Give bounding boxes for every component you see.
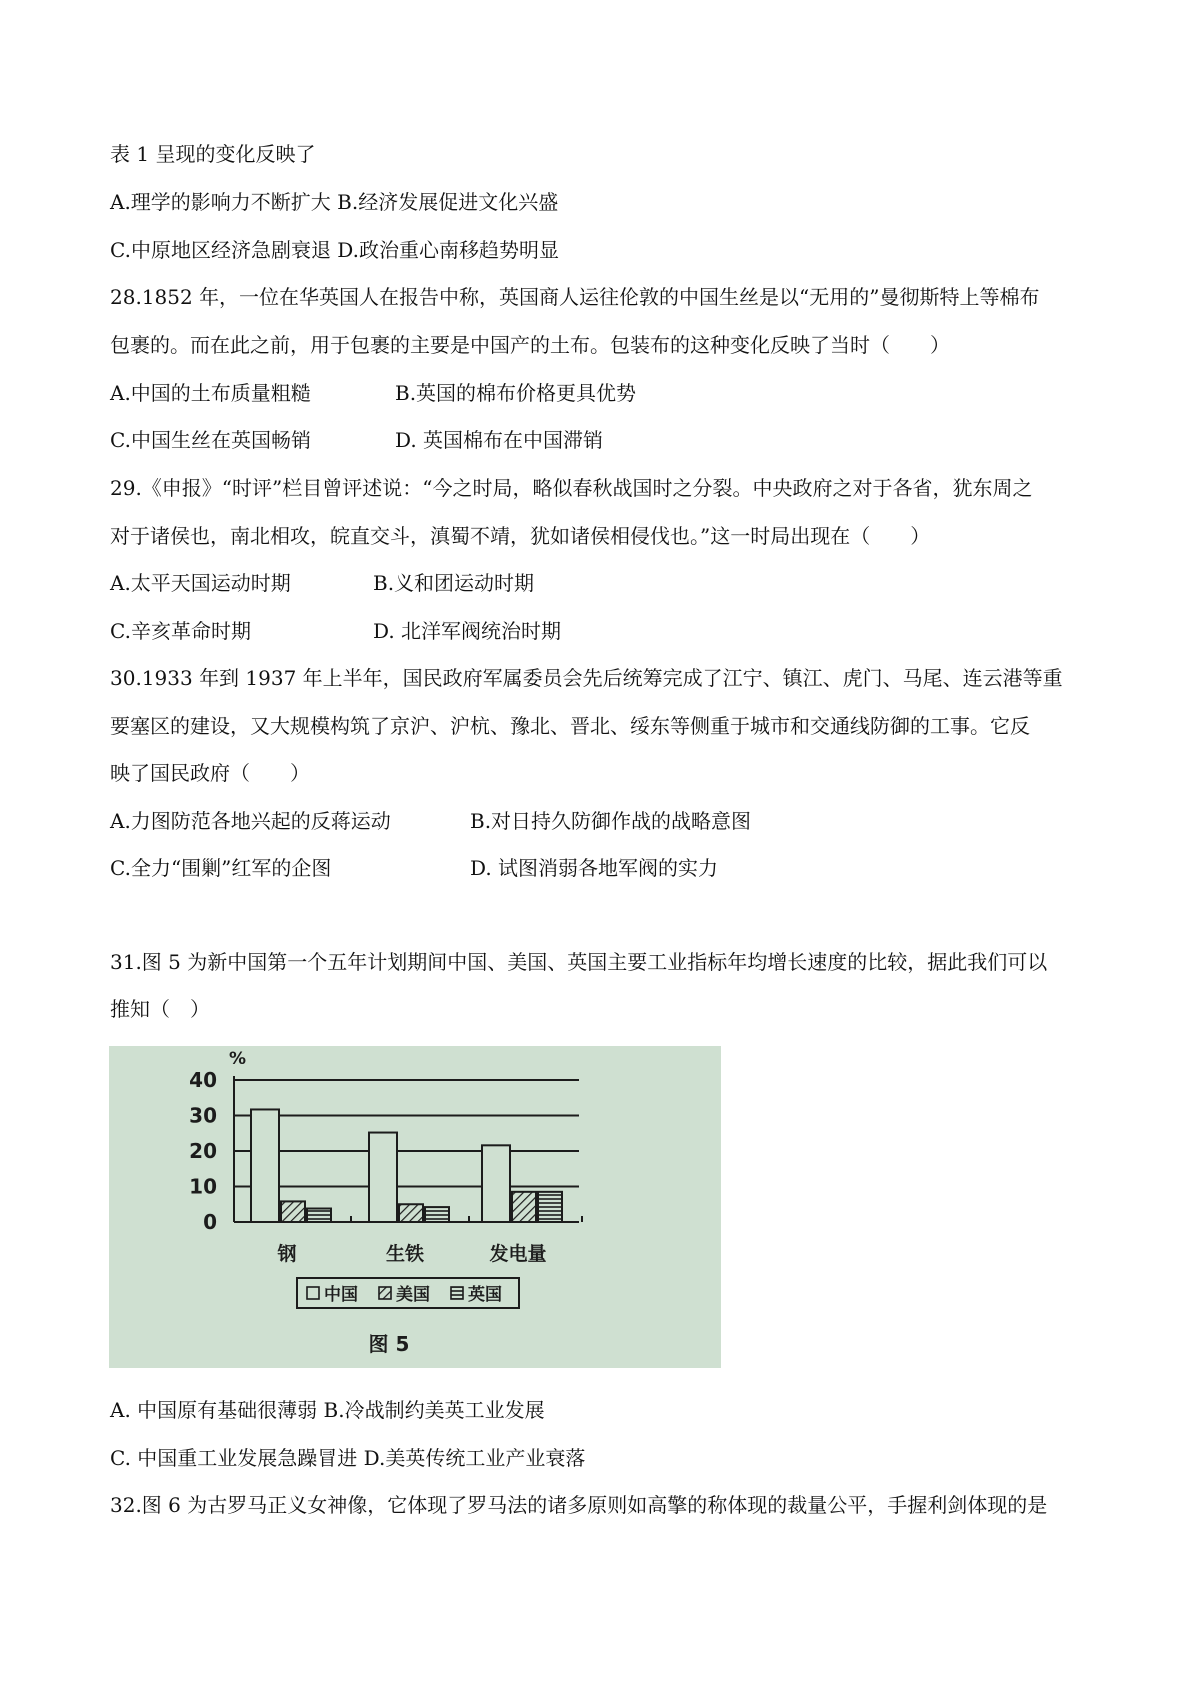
y-tick-label: 40 bbox=[189, 1068, 217, 1092]
x-category-label: 生铁 bbox=[385, 1243, 425, 1265]
q29-option-b: B.义和团运动时期 bbox=[373, 571, 535, 595]
q29-option-d: D. 北洋军阀统治时期 bbox=[373, 619, 562, 643]
q27-stem: 表 1 呈现的变化反映了 bbox=[110, 142, 316, 166]
bar-usa bbox=[281, 1201, 305, 1222]
bar-china bbox=[369, 1133, 397, 1222]
q30-option-d: D. 试图消弱各地军阀的实力 bbox=[470, 856, 719, 880]
legend-swatch bbox=[451, 1287, 463, 1299]
q30-stem-line1: 30.1933 年到 1937 年上半年，国民政府军属委员会先后统筹完成了江宁、镇江、虎门、马尾、连云港等重 bbox=[110, 666, 1063, 690]
q29-stem-line2: 对于诸侯也，南北相攻，皖直交斗，滇蜀不靖，犹如诸侯相侵伐也。”这一时局出现在（ ） bbox=[110, 524, 931, 548]
legend-label: 中国 bbox=[324, 1285, 358, 1305]
q31-stem-line1: 31.图 5 为新中国第一个五年计划期间中国、美国、英国主要工业指标年均增长速度的比较，据此我们可以 bbox=[110, 950, 1048, 974]
q31-options-cd: C. 中国重工业发展急躁冒进 D.美英传统工业产业衰落 bbox=[110, 1446, 586, 1470]
y-tick-label: 0 bbox=[203, 1210, 217, 1234]
q30-stem-line2: 要塞区的建设，又大规模构筑了京沪、沪杭、豫北、晋北、绥东等侧重于城市和交通线防御的工事。它反 bbox=[110, 714, 1030, 738]
bar-uk bbox=[307, 1209, 331, 1222]
q27-options-cd: C.中原地区经济急剧衰退 D.政治重心南移趋势明显 bbox=[110, 238, 559, 262]
q29-option-a: A.太平天国运动时期 bbox=[110, 571, 291, 595]
q30-option-b: B.对日持久防御作战的战略意图 bbox=[470, 809, 752, 833]
q30-option-c: C.全力“围剿”红军的企图 bbox=[110, 856, 332, 880]
q31-stem-line2: 推知（ ） bbox=[110, 997, 210, 1021]
q28-option-c: C.中国生丝在英国畅销 bbox=[110, 428, 311, 452]
figure-caption: 图 5 bbox=[368, 1332, 410, 1356]
q28-stem-line1: 28.1852 年，一位在华英国人在报告中称，英国商人运往伦敦的中国生丝是以“无用的”曼彻斯特上等棉布 bbox=[110, 285, 1040, 309]
chart-svg bbox=[109, 1046, 721, 1368]
figure-5-bar-chart bbox=[109, 1046, 721, 1368]
x-category-label: 钢 bbox=[277, 1243, 297, 1265]
legend-swatch bbox=[379, 1287, 391, 1299]
x-category-label: 发电量 bbox=[489, 1243, 547, 1265]
bar-uk bbox=[538, 1192, 562, 1222]
q28-stem-line2: 包裹的。而在此之前，用于包裹的主要是中国产的土布。包装布的这种变化反映了当时（ ） bbox=[110, 333, 950, 357]
y-tick-label: 30 bbox=[189, 1103, 217, 1128]
y-tick-label: 10 bbox=[189, 1174, 217, 1199]
bar-uk bbox=[425, 1207, 449, 1222]
q28-option-b: B.英国的棉布价格更具优势 bbox=[395, 381, 637, 405]
q30-option-a: A.力图防范各地兴起的反蒋运动 bbox=[110, 809, 391, 833]
bar-usa bbox=[512, 1192, 536, 1222]
bar-usa bbox=[399, 1204, 423, 1222]
q29-option-c: C.辛亥革命时期 bbox=[110, 619, 251, 643]
q27-options-ab: A.理学的影响力不断扩大 B.经济发展促进文化兴盛 bbox=[110, 190, 559, 214]
bar-china bbox=[251, 1109, 279, 1222]
q28-option-d: D. 英国棉布在中国滞销 bbox=[395, 428, 604, 452]
legend-label: 美国 bbox=[396, 1285, 430, 1305]
q30-stem-line3: 映了国民政府（ ） bbox=[110, 761, 310, 785]
q32-stem-line1: 32.图 6 为古罗马正义女神像，它体现了罗马法的诸多原则如高擎的称体现的裁量公平，手握利剑体现的是 bbox=[110, 1493, 1048, 1517]
bar-china bbox=[482, 1145, 510, 1222]
q31-options-ab: A. 中国原有基础很薄弱 B.冷战制约美英工业发展 bbox=[110, 1398, 545, 1422]
legend-label: 英国 bbox=[468, 1285, 502, 1305]
legend-swatch bbox=[307, 1287, 319, 1299]
q28-option-a: A.中国的土布质量粗糙 bbox=[110, 381, 311, 405]
y-axis-unit-label: % bbox=[229, 1049, 247, 1069]
y-tick-label: 20 bbox=[189, 1139, 217, 1163]
q29-stem-line1: 29.《申报》“时评”栏目曾评述说：“今之时局，略似春秋战国时之分裂。中央政府之对于各省，犹东周之 bbox=[110, 476, 1033, 500]
